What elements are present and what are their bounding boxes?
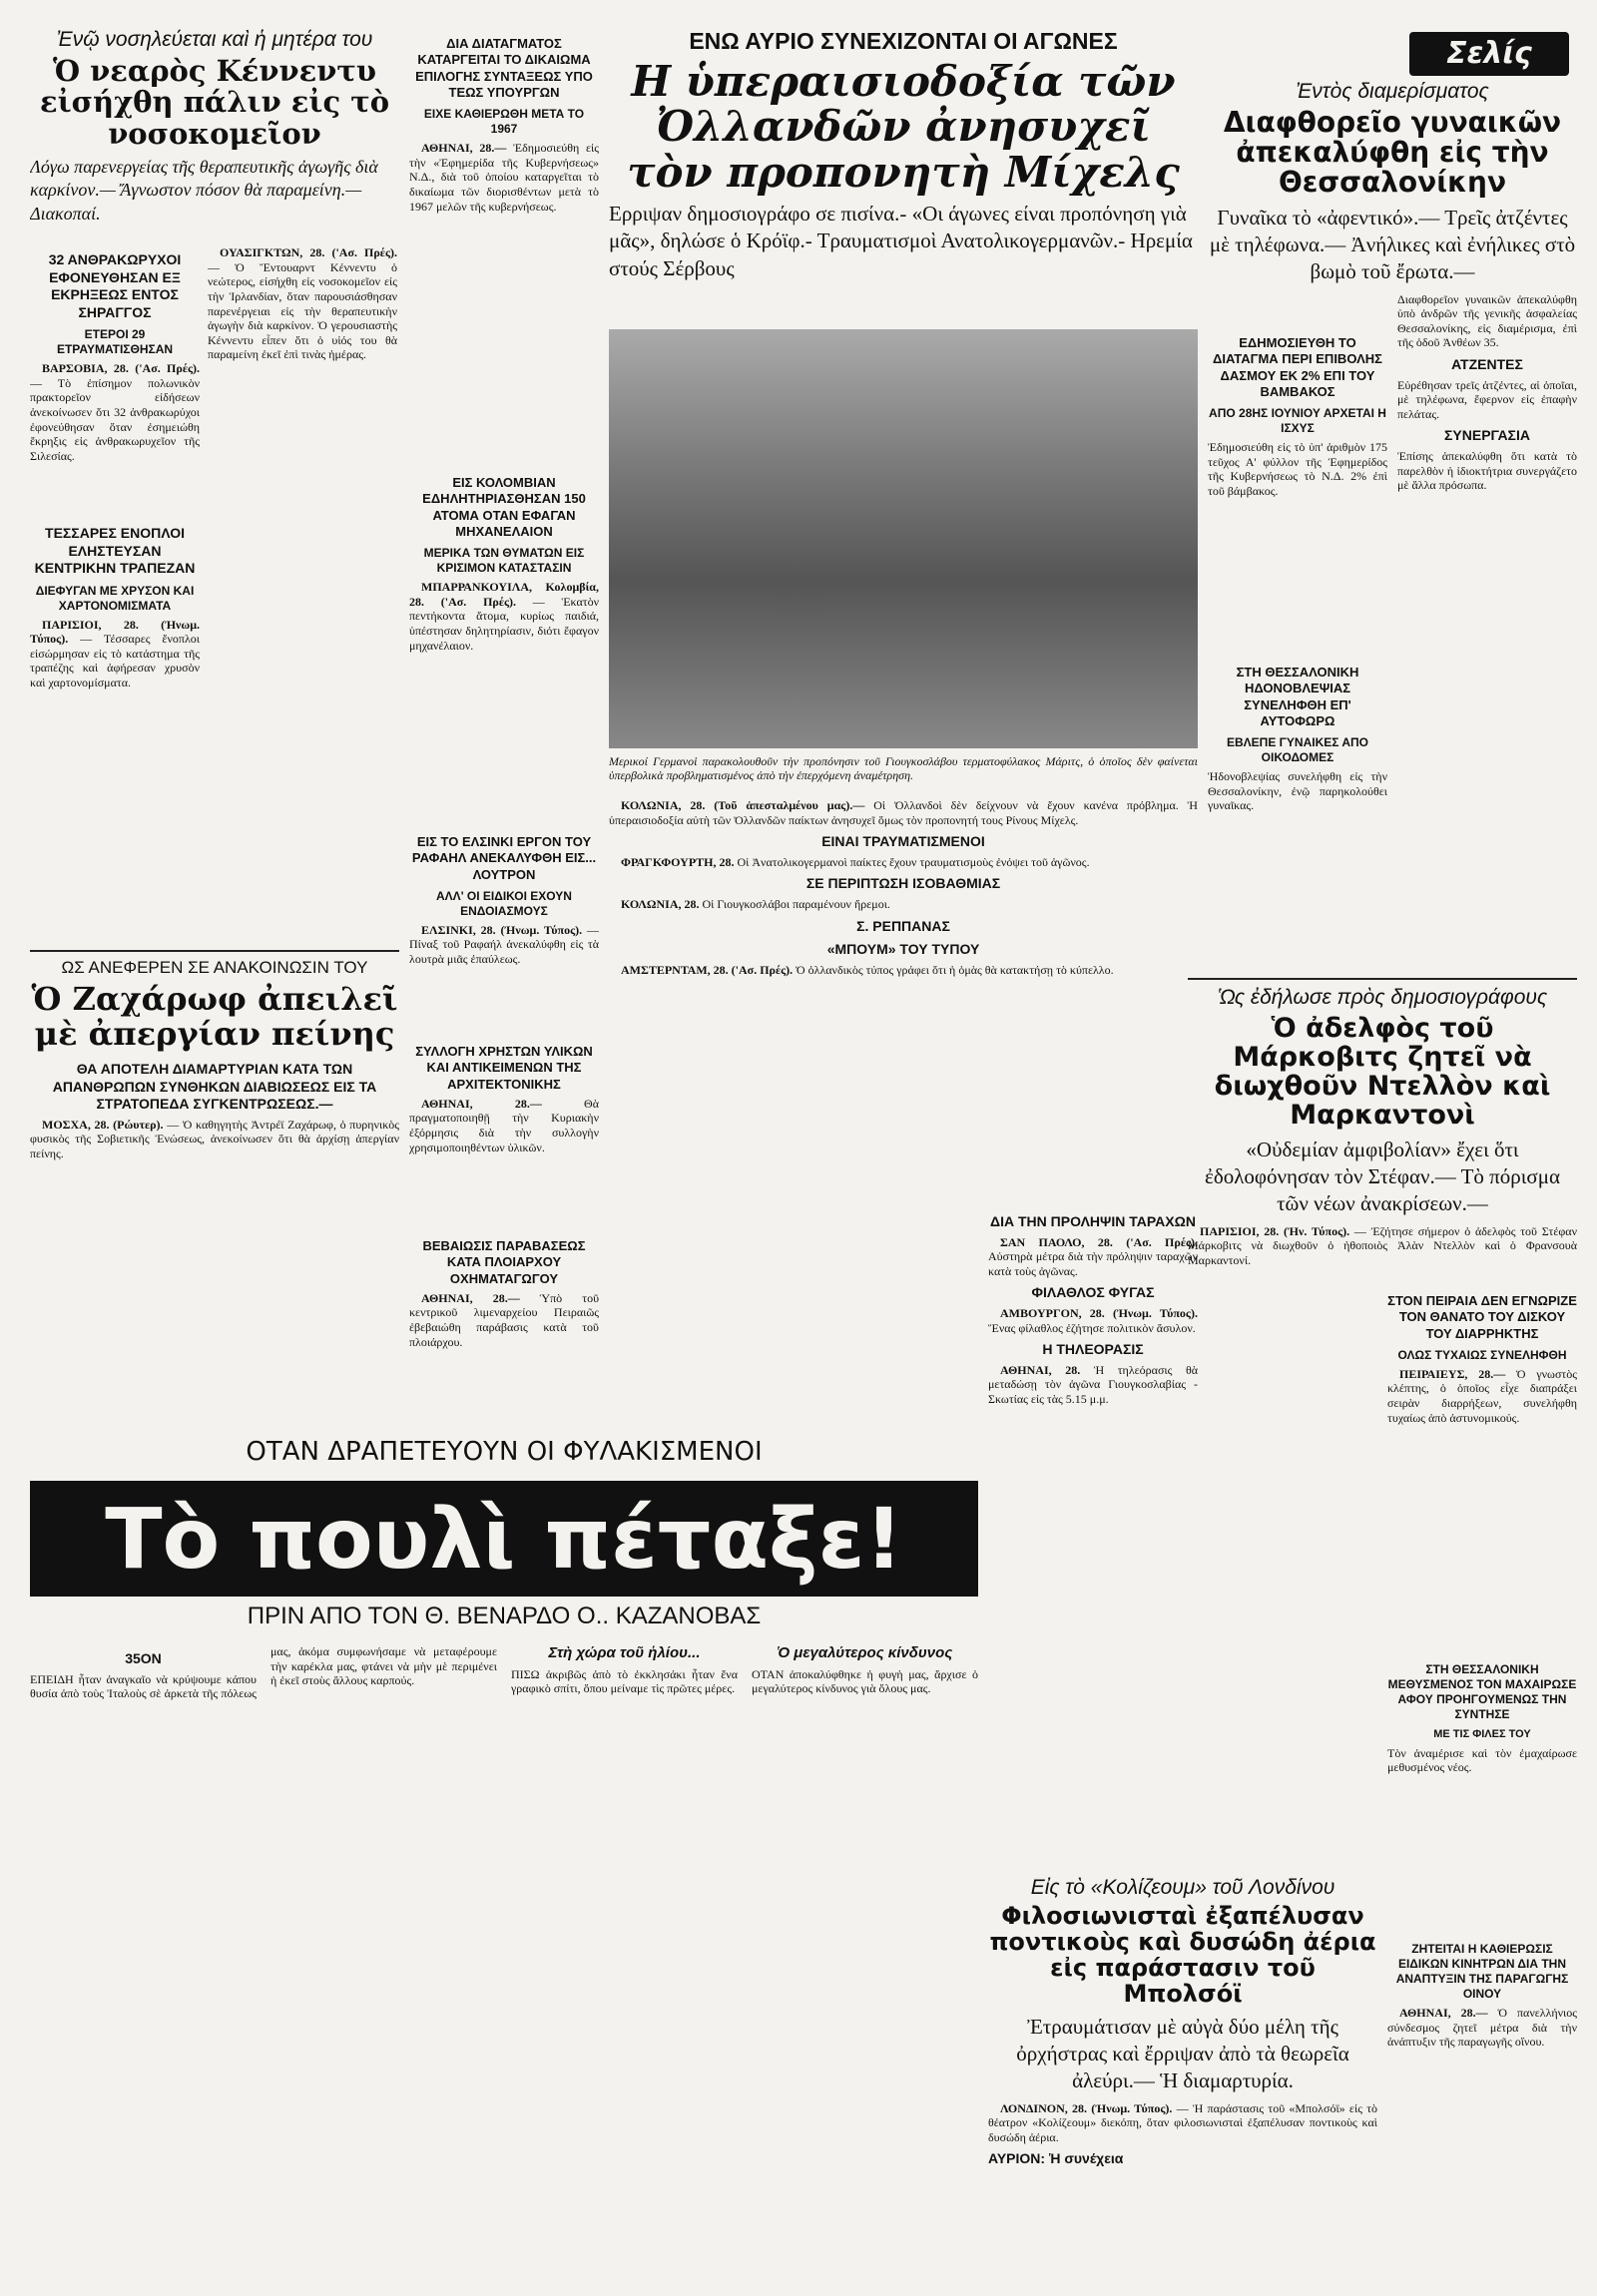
cotton-sub: ΑΠΟ 28ΗΣ ΙΟΥΝΙΟΥ ΑΡΧΕΤΑΙ Η ΙΣΧΥΣ [1209,406,1386,435]
yugo-headline: ΕΙΝΑΙ ΤΡΑΥΜΑΤΙΣΜΕΝΟΙ [821,833,985,850]
sakharov-kicker: ΩΣ ΑΝΕΦΕΡΕΝ ΣΕ ΑΝΑΚΟΙΝΩΣΙΝ ΤΟΥ [61,958,368,977]
marcovic-body: — Ἐζήτησε σήμερον ὁ ἀδελφὸς τοῦ Στέφαν Μάρκοβιτς νὰ διωχθοῦν ὁ ἠθοποιὸς Ἀλὰν Ντελλὸν καὶ ὁ Φρανσουὰ Μαρκαντονί. [1188,1223,1577,1267]
bird-sub-wrap [30,1603,978,1638]
colosseum-tail: ΑΥΡΙΟΝ: Ἡ συνέχεια [988,2150,1124,2167]
marcovic-deck: «Οὐδεμίαν ἀμφιβολίαν» ἔχει ὅτι ἐδολοφόνησαν τὸν Στέφαν.— Τὸ πόρισμα τῶν νέων ἀνακρίσεων.— [1205,1137,1560,1216]
tv-headline: Η ΤΗΛΕΟΡΑΣΙΣ [1042,1341,1144,1358]
bird-series: 35ΟΝ [125,1650,162,1666]
serbs-headline: ΣΕ ΠΕΡΙΠΤΩΣΗ ΙΣΟΒΑΘΜΙΑΣ [805,875,1001,892]
soccer-deck: Ερριψαν δημοσιογράφο σε πισίνα.- «Οι άγωνες είναι προπόνηση γιὰ μᾶς», δηλώσε ὁ Κρόϊφ.- Τραυματισμοὶ Ανατολικογερμανῶν.- Ηρεμία στούς Σέρβους [609,202,1193,280]
baths-body: — Πίναξ τοῦ Ραφαήλ ἀνεκαλύφθη εἰς τὰ λουτρὰ μιᾶς ἐπαύλεως. [409,922,599,966]
thessaloniki-kicker: Ἐντὸς διαμερίσματος [1296,80,1489,103]
soccer-kicker: ΕΝΩ ΑΥΡΙΟ ΣΥΝΕΧΙΖΟΝΤΑΙ ΟΙ ΑΓΩΝΕΣ [689,28,1118,54]
collectors-story [409,1038,599,1227]
thessaloniki-sec2: ΣΥΝΕΡΓΑΣΙΑ [1444,427,1530,444]
piraeus-story [1387,1287,1577,1646]
cotton-headline: ΕΔΗΜΟΣΙΕΥΘΗ ΤΟ ΔΙΑΤΑΓΜΑ ΠΕΡΙ ΕΠΙΒΟΛΗΣ ΔΑΣΜΟΥ ΕΚ 2% ΕΠΙ ΤΟΥ ΒΑΜΒΑΚΟΣ [1213,335,1382,399]
colosseum-kicker: Εἰς τὸ «Κολίζεουμ» τοῦ Λονδίνου [1030,1876,1335,1899]
marcovic-dateline: ΠΑΡΙΣΙΟΙ, 28. (Ἠν. Τύπος). [1200,1223,1350,1238]
bird-body-col [30,1644,978,2283]
thessaloniki-body: Διαφθορεῖον γυναικῶν ἀπεκαλύφθη ὑπὸ ἀνδρῶν τῆς γενικῆς ἀσφαλείας Θεσσαλονίκης, εἰς διαμέρισμα, ἐπὶ τῆς ὁδοῦ Ἀνθέων 35. [1397,291,1577,350]
cars-dateline: ΑΘΗΝΑΙ, 28.— [1399,2006,1488,2020]
collectors-dateline: ΑΘΗΝΑΙ, 28.— [421,1096,542,1111]
soccer-headline: Η ὑπεραισιοδοξία τῶν Ὀλλανδῶν ἀνησυχεῖ τὸν προπονητὴ Μίχελς [627,57,1180,197]
thessaloniki-headline: Διαφθορεῖο γυναικῶν ἀπεκαλύφθη εἰς τὴν Θεσσαλονίκην [1223,106,1562,200]
sakharov-rule [30,950,399,952]
colombia-headline: ΕΙΣ ΚΟΛΟΜΒΙΑΝ ΕΔΗΛΗΤΗΡΙΑΣΘΗΣΑΝ 150 ΑΤΟΜΑ ΟΤΑΝ ΕΦΑΓΑΝ ΜΗΧΑΝΕΛΑΙΟΝ [422,475,586,539]
press-body: Ὁ ὀλλανδικὸς τύπος γράφει ὅτι ἡ ὁμὰς θὰ κατακτήσῃ τὸ κύπελλο. [796,962,1114,977]
page-brand-seal: Σελίς [1409,32,1569,76]
thessaloniki-sec2-body: Ἐπίσης ἀπεκαλύφθη ὅτι κατὰ τὸ παρελθὸν ἡ ἰδιοκτήτρια συνεργάζετο μὲ ἄλλα πρόσωπα. [1397,448,1577,493]
soccer-caption: Μερικοί Γερμανοὶ παρακολουθοῦν τὴν προπόνησιν τοῦ Γιουγκοσλάβου τερματοφύλακος Μάριτς, ὁ ὁποῖος δὲν φαίνεται ὑπερβολικὰ προβληματισμένος ἀπὸ τὴν ἐπερχόμενη ἀναμέτρηση. [609,754,1198,783]
bird-sec2: Ὁ μεγαλύτερος κίνδυνος [777,1644,953,1661]
kennedy-body: — Ὁ Ἔντουαρντ Κέννεντυ ὁ νεώτερος, εἰσήχθη εἰς νοσοκομεῖον εἰς τὴν Ἰρλανδίαν, ὅταν παρουσιάσθησαν παρενέργειαι εἰς τὴν θεραπευτικὴν ἀγωγὴν διὰ καρκίνον. Ὁ γερουσιαστὴς Κέννεντυ εἶπεν ὅτι ὁ υἱός του θὰ παραμείνη ἐκεῖ ἐπὶ τινὰς ἡμέρας. [208,259,397,362]
thessaloniki-deck: Γυναῖκα τὸ «ἀφεντικό».— Τρεῖς ἀτζέντες μὲ τηλέφωνα.— Ἀνήλικες καὶ ἐνήλικες στὸ βωμὸ τοῦ ἔρωτα.— [1209,205,1576,284]
decree-body: Ἐδημοσιεύθη εἰς τὴν «Ἐφημερίδα τῆς Κυβερνήσεως» Ν.Δ., διὰ τοῦ ὁποίου καταργεῖται τὸ δικαίωμα τῶν διορισθέντων μετὰ τὸ 1967 μελῶν τῆς κυβερνήσεως. [409,141,599,214]
baths-headline: ΕΙΣ ΤΟ ΕΛΣΙΝΚΙ ΕΡΓΟΝ ΤΟΥ ΡΑΦΑΗΛ ΑΝΕΚΑΛΥΦΘΗ ΕΙΣ... ΛΟΥΤΡΟΝ [411,834,597,882]
cars-headline: ΖΗΤΕΙΤΑΙ Η ΚΑΘΙΕΡΩΣΙΣ ΕΙΔΙΚΩΝ ΚΙΝΗΤΡΩΝ ΔΙΑ ΤΗΝ ΑΝΑΠΤΥΞΙΝ ΤΗΣ ΠΑΡΑΓΩΓΗΣ ΟΙΝΟΥ [1395,1942,1569,2001]
flight-dateline: ΑΜΒΟΥΡΓΟΝ, 28. (Ἠνωμ. Τύπος). [1000,1305,1198,1320]
piraeus-body: Ὁ γνωστὸς κλέπτης, ὁ ὁποῖος εἶχε διαπράξει σειρὰν διαρρήξεων, συνελήφθη τυχαίως ἀπὸ ἀστυνομικούς. [1387,1366,1577,1425]
ring-body: Ἡδονοβλεψίας συνελήφθη εἰς τὴν Θεσσαλονίκην, ἐνῷ παρηκολούθει γυναῖκας. [1208,769,1387,813]
flight-body: Ἕνας φίλαθλος ἐζήτησε πολιτικὸν ἄσυλον. [988,1320,1196,1335]
cotton-story [1208,329,1387,649]
sakharov-headline: Ὁ Ζαχάρωφ ἀπειλεῖ μὲ ἀπεργίαν πείνης [31,980,398,1053]
bird-headline: Τὸ πουλὶ πέταξε! [30,1481,978,1597]
piraeus-headline: ΣΤΟΝ ΠΕΙΡΑΙΑ ΔΕΝ ΕΓΝΩΡΙΖΕ ΤΟΝ ΘΑΝΑΤΟ ΤΟΥ ΔΙΣΚΟΥ ΤΟΥ ΔΙΑΡΡΗΚΤΗΣ [1387,1293,1577,1341]
ring-sub: ΕΒΛΕΠΕ ΓΥΝΑΙΚΕΣ ΑΠΟ ΟΙΚΟΔΟΜΕΣ [1227,735,1368,764]
bird-sec1: Στὴ χώρα τοῦ ἡλίου... [548,1644,701,1661]
soccer-photo [609,329,1198,748]
ship-body: Ὑπὸ τοῦ κεντρικοῦ λιμεναρχείου Πειραιῶς ἐβεβαιώθη παράβασις κατὰ τοῦ πλοιάρχου. [409,1290,599,1349]
soccer-story [609,28,1198,357]
colosseum-dateline: ΛΟΝΔΙΝΟΝ, 28. (Ἠνωμ. Τύπος). [1000,2100,1173,2115]
kennedy-body-col [208,245,397,615]
flight-headline: ΦΙΛΑΘΛΟΣ ΦΥΓΑΣ [1031,1284,1155,1301]
paris-story [30,519,200,748]
baths-story [409,828,599,1058]
decree-dateline: ΑΘΗΝΑΙ, 28.— [421,141,507,155]
kennedy-headline: Ὁ νεαρὸς Κέννεντυ εἰσήχθη πάλιν εἰς τὸ νοσοκομεῖον [39,54,390,151]
poland-headline: 32 ΑΝΘΡΑΚΩΡΥΧΟΙ ΕΦΟΝΕΥΘΗΣΑΝ ΕΞ ΕΚΡΗΞΕΩΣ ΕΝΤΟΣ ΣΗΡΑΓΓΟΣ [48,251,182,320]
sakharov-sub: ΘΑ ΑΠΟΤΕΛΗ ΔΙΑΜΑΡΤΥΡΙΑΝ ΚΑΤΑ ΤΩΝ ΑΠΑΝΘΡΩΠΩΝ ΣΥΝΘΗΚΩΝ ΔΙΑΒΙΩΣΕΩΣ ΕΙΣ ΤΑ ΣΤΡΑΤΟΠΕΔΑ ΣΥΓΚΕΝΤΡΩΣΕΩΣ.— [52,1061,377,1113]
decree-story [409,30,599,469]
bird-kicker: ΟΤΑΝ ΔΡΑΠΕΤΕΥΟΥΝ ΟΙ ΦΥΛΑΚΙΣΜΕΝΟΙ [246,1437,763,1467]
colombia-sub: ΜΕΡΙΚΑ ΤΩΝ ΘΥΜΑΤΩΝ ΕΙΣ ΚΡΙΣΙΜΟΝ ΚΑΤΑΣΤΑΣΙΝ [423,546,585,575]
drunk-story [1387,1656,1577,1926]
decree-headline: ΔΙΑ ΔΙΑΤΑΓΜΑΤΟΣ ΚΑΤΑΡΓΕΙΤΑΙ ΤΟ ΔΙΚΑΙΩΜΑ ΕΠΙΛΟΓΗΣ ΣΥΝΤΑΞΕΩΣ ΥΠΟ ΤΕΩΣ ΥΠΟΥΡΓΩΝ [415,36,593,100]
serbs-body: Οἱ Γιουγκοσλάβοι παραμένουν ἤρεμοι. [702,896,890,911]
collectors-headline: ΣΥΛΛΟΓΗ ΧΡΗΣΤΩΝ ΥΛΙΚΩΝ ΚΑΙ ΑΝΤΙΚΕΙΜΕΝΩΝ ΤΗΣ ΑΡΧΙΤΕΚΤΟΝΙΚΗΣ [415,1044,593,1092]
paris-headline: ΤΕΣΣΑΡΕΣ ΕΝΟΠΛΟΙ ΕΛΗΣΤΕΥΣΑΝ ΚΕΝΤΡΙΚΗΝ ΤΡΑΠΕΖΑΝ [34,525,196,576]
kennedy-kicker: Ἐνῷ νοσηλεύεται καὶ ἡ μητέρα του [56,28,373,51]
bird-sub: ΠΡΙΝ ΑΠΟ ΤΟΝ Θ. ΒΕΝΑΡΔΟ Ο.. ΚΑΖΑΝΟΒΑΣ [247,1603,762,1629]
bird-sec1-body: ΠΙΣΩ ἀκριβῶς ἀπὸ τὸ ἐκκλησάκι ἦταν ἕνα γραφικὸ σπίτι, ὅπου μείναμε τὶς πρῶτες μέρες. [511,1666,738,1696]
bird-sec2-body: ΟΤΑΝ ἀποκαλύφθηκε ἡ φυγὴ μας, ἄρχισε ὁ μεγαλύτερος κίνδυνος γιὰ ὅλους μας. [752,1666,978,1696]
colosseum-headline: Φιλοσιωνισταὶ ἐξαπέλυσαν ποντικοὺς καὶ δυσώδη ἀέρια εἰς παράστασιν τοῦ Μπολσόϊ [989,1902,1376,2008]
piraeus-sub: ΟΛΩΣ ΤΥΧΑΙΩΣ ΣΥΝΕΛΗΦΘΗ [1397,1347,1567,1362]
ship-headline: ΒΕΒΑΙΩΣΙΣ ΠΑΡΑΒΑΣΕΩΣ ΚΑΤΑ ΠΛΟΙΑΡΧΟΥ ΟΧΗΜΑΤΑΓΩΓΟΥ [422,1238,586,1286]
drunk-headline: ΣΤΗ ΘΕΣΣΑΛΟΝΙΚΗ ΜΕΘΥΣΜΕΝΟΣ ΤΟΝ ΜΑΧΑΙΡΩΣΕ ΑΦΟΥ ΠΡΟΗΓΟΥΜΕΝΩΣ ΤΗΝ ΣΥΝΤΗΣΕ [1387,1662,1577,1721]
piraeus-dateline: ΠΕΙΡΑΙΕΥΣ, 28.— [1399,1366,1506,1381]
serbs-dateline: ΚΟΛΩΝΙΑ, 28. [621,896,700,911]
cars-body: Ὁ πανελλήνιος σύνδεσμος ζητεῖ μέτρα διὰ τὴν ἀνάπτυξιν τῆς παραγωγῆς οἴνου. [1387,2006,1577,2050]
sakharov-body: — Ὁ καθηγητὴς Ἀντρέϊ Ζαχάρωφ, ὁ πυρηνικὸς φυσικὸς τῆς Σοβιετικῆς Ἑνώσεως, ἀνεκοίνωσεν ὅτι θὰ ἀρχίσῃ ἀπεργίαν πείνης. [30,1117,399,1160]
poland-sub: ΕΤΕΡΟΙ 29 ΕΤΡΑΥΜΑΤΙΣΘΗΣΑΝ [56,327,174,356]
sakharov-story [30,958,399,1417]
sakharov-dateline: ΜΟΣΧΑ, 28. (Ρώυτερ). [42,1117,164,1132]
press-headline: «ΜΠΟΥΜ» ΤΟΥ ΤΥΠΟΥ [826,941,980,957]
riots-dateline: ΣΑΝ ΠΑΟΛΟ, 28. ('Ασ. Πρές). [1000,1234,1198,1249]
kennedy-deck: Λόγω παρενεργείας τῆς θεραπευτικῆς ἀγωγῆς διὰ καρκίνον.— Ἄγνωστον πόσον θὰ παραμείνη.—Διακοπαί. [30,156,378,224]
bird-kicker-wrap [30,1437,978,1477]
kennedy-dateline: ΟΥΑΣΙΓΚΤΩΝ, 28. ('Ασ. Πρές). [220,245,397,259]
tv-body: Ἡ τηλεόρασις θὰ μεταδώσῃ τὸν ἀγῶνα Γιουγκοσλαβίας - Σκωτίας εἰς τὰς 5.15 μ.μ. [988,1362,1198,1406]
ship-story [409,1232,599,1422]
soccer-body-col [609,798,1198,1207]
bird-body: ΕΠΕΙΔΗ ἦταν ἀναγκαῖο νὰ κρύψουμε κάπου θυσία ἀπὸ τοὺς Ἰταλοὺς σὲ ἀρκετὰ τῆς πόλεως μας, ἀκόμα συμφωνήσαμε νὰ μεταφέρουμε τὴν καρέκλα μας, φτάνει νὰ μὴν μὲ περιμένει ἡ ἐκεῖ στοὺς ἄλλους καρπούς. [30,1644,497,1701]
marcovic-rule [1188,978,1577,980]
ring-story [1208,659,1387,978]
cars-story [1387,1936,1577,2265]
riots-headline: ΔΙΑ ΤΗΝ ΠΡΟΛΗΨΙΝ ΤΑΡΑΧΩΝ [990,1213,1196,1229]
yugo-dateline: ΦΡΑΓΚΦΟΥΡΤΗ, 28. [621,854,735,869]
ring-headline: ΣΤΗ ΘΕΣΣΑΛΟΝΙΚΗ ΗΔΟΝΟΒΛΕΨΙΑΣ ΣΥΝΕΛΗΦΘΗ ΕΠ' ΑΥΤΟΦΩΡΩ [1236,665,1359,728]
ship-dateline: ΑΘΗΝΑΙ, 28.— [421,1290,520,1305]
marcovic-kicker: Ὡς ἐδήλωσε πρὸς δημοσιογράφους [1217,986,1548,1009]
poland-dateline: ΒΑΡΣΟΒΙΑ, 28. ('Ασ. Πρές). [42,361,200,375]
soccer-side-col [988,1207,1198,1467]
colombia-story [409,469,599,828]
soccer-body: Οἱ Ὀλλανδοὶ δὲν δείχνουν νὰ ἔχουν κανένα πρόβλημα. Ἡ ὑπεραισιοδοξία αὐτὴ τῶν Ὀλλανδῶν παίκτων ἀνησυχεῖ ὅμως τὸν προπονητή τους Ρίνους Μίχελς. [609,798,1198,827]
press-dateline: ΑΜΣΤΕΡΝΤΑΜ, 28. ('Ασ. Πρές). [621,962,794,977]
colombia-body: — Ἑκατὸν πεντήκοντα ἄτομα, κυρίως παιδιά, ὑπέστησαν δηλητηρίασιν, διότι ἔφαγον μηχανέλαιον. [409,594,599,653]
colosseum-story [988,1876,1377,2275]
baths-sub: ΑΛΛ' ΟΙ ΕΙΔΙΚΟΙ ΕΧΟΥΝ ΕΝΔΟΙΑΣΜΟΥΣ [436,888,572,918]
colombia-dateline: ΜΠΑΡΡΑΝΚΟΥΙΛΑ, Κολομβία, 28. ('Ασ. Πρές). [409,580,599,609]
poland-body: — Τὸ ἐπίσημον πολωνικὸν πρακτορεῖον εἰδήσεων ἀνεκοίνωσεν ὅτι 32 ἀνθρακωρύχοι ἐφονεύθησαν ὅταν ἐσημειώθη ἔκρηξις εἰς ἀνθρακωρυχεῖον τῆς Σιλεσίας. [30,375,200,463]
tv-dateline: ΑΘΗΝΑΙ, 28. [1000,1362,1081,1377]
marcovic-headline: Ὁ ἀδελφὸς τοῦ Μάρκοβιτς ζητεῖ νὰ διωχθοῦν Ντελλὸν καὶ Μαρκαντονὶ [1214,1013,1551,1132]
colosseum-deck: Ἐτραυμάτισαν μὲ αὐγὰ δύο μέλη τῆς ὀρχήστρας καὶ ἔρριψαν ἀπὸ τὰ θεωρεῖα ἀλεύρι.— Ἡ διαμαρτυρία. [1016,2014,1349,2093]
cotton-body: Ἐδημοσιεύθη εἰς τὸ ὑπ' ἀριθμὸν 175 τεῦχος Α' φύλλον τῆς Ἐφημερίδος τῆς Κυβερνήσεως τὸ Ν.Δ. 2% ἐπὶ τοῦ βάμβακος. [1208,440,1387,498]
collectors-body: Θὰ πραγματοποιηθῇ τὴν Κυριακὴν ἐξόρμησις διὰ τὴν συλλογὴν χρησιμοποιηθέντων ὑλικῶν. [409,1096,599,1154]
paris-dateline: ΠΑΡΙΣΙΟΙ, 28. (Ἠνωμ. Τύπος). [30,617,200,647]
press-byline: Σ. ΡΕΠΠΑΝΑΣ [856,917,950,934]
yugo-body: Οἱ Ἀνατολικογερμανοὶ παίκτες ἔχουν τραυματισμοὺς ἐνόψει τοῦ ἀγῶνος. [737,854,1090,869]
baths-dateline: ΕΛΣΙΝΚΙ, 28. (Ἠνωμ. Τύπος). [421,922,583,937]
drunk-sub: ΜΕ ΤΙΣ ΦΙΛΕΣ ΤΟΥ [1433,1728,1531,1740]
poland-story [30,245,200,535]
riots-body: Αὐστηρὰ μέτρα διὰ τὴν πρόληψιν ταραχῶν κατὰ τοὺς ἀγῶνας. [988,1249,1198,1278]
colosseum-body: — Ἡ παράστασις τοῦ «Μπολσόϊ» εἰς τὸ θέατρον «Κολίζεουμ» διεκόπη, ὅταν φιλοσιωνισταὶ ἐξαπέλυσαν ποντικοὺς καὶ δυσώδη ἀέρια. [988,2100,1377,2144]
drunk-body: Τὸν ἀναμέρισε καὶ τὸν ἐμαχαίρωσε μεθυσμένος νέος. [1387,1745,1577,1775]
thessaloniki-sec1: ΑΤΖΕΝΤΕΣ [1451,356,1523,373]
paris-sub: ΔΙΕΦΥΓΑΝ ΜΕ ΧΡΥΣΟΝ ΚΑΙ ΧΑΡΤΟΝΟΜΙΣΜΑΤΑ [35,583,195,613]
paris-body: — Τέσσαρες ἔνοπλοι εἰσώρμησαν εἰς τὸ κατάστημα τῆς τραπέζης καὶ ἀφήρεσαν χρυσὸν καὶ χαρτονομίσματα. [30,632,200,689]
decree-sub: ΕΙΧΕ ΚΑΘΙΕΡΩΘΗ ΜΕΤΑ ΤΟ 1967 [423,107,585,136]
thessaloniki-sec1-body: Εὑρέθησαν τρεῖς ἀτζέντες, αἱ ὁποῖαι, μὲ τηλέφωνα, ἔφερνον εἰς ἐπαφὴν πελάτας. [1397,377,1577,421]
marcovic-story [1188,986,1577,1285]
soccer-dateline: ΚΟΛΩΝΙΑ, 28. (Τοῦ ἀπεσταλμένου μας).— [621,798,865,812]
